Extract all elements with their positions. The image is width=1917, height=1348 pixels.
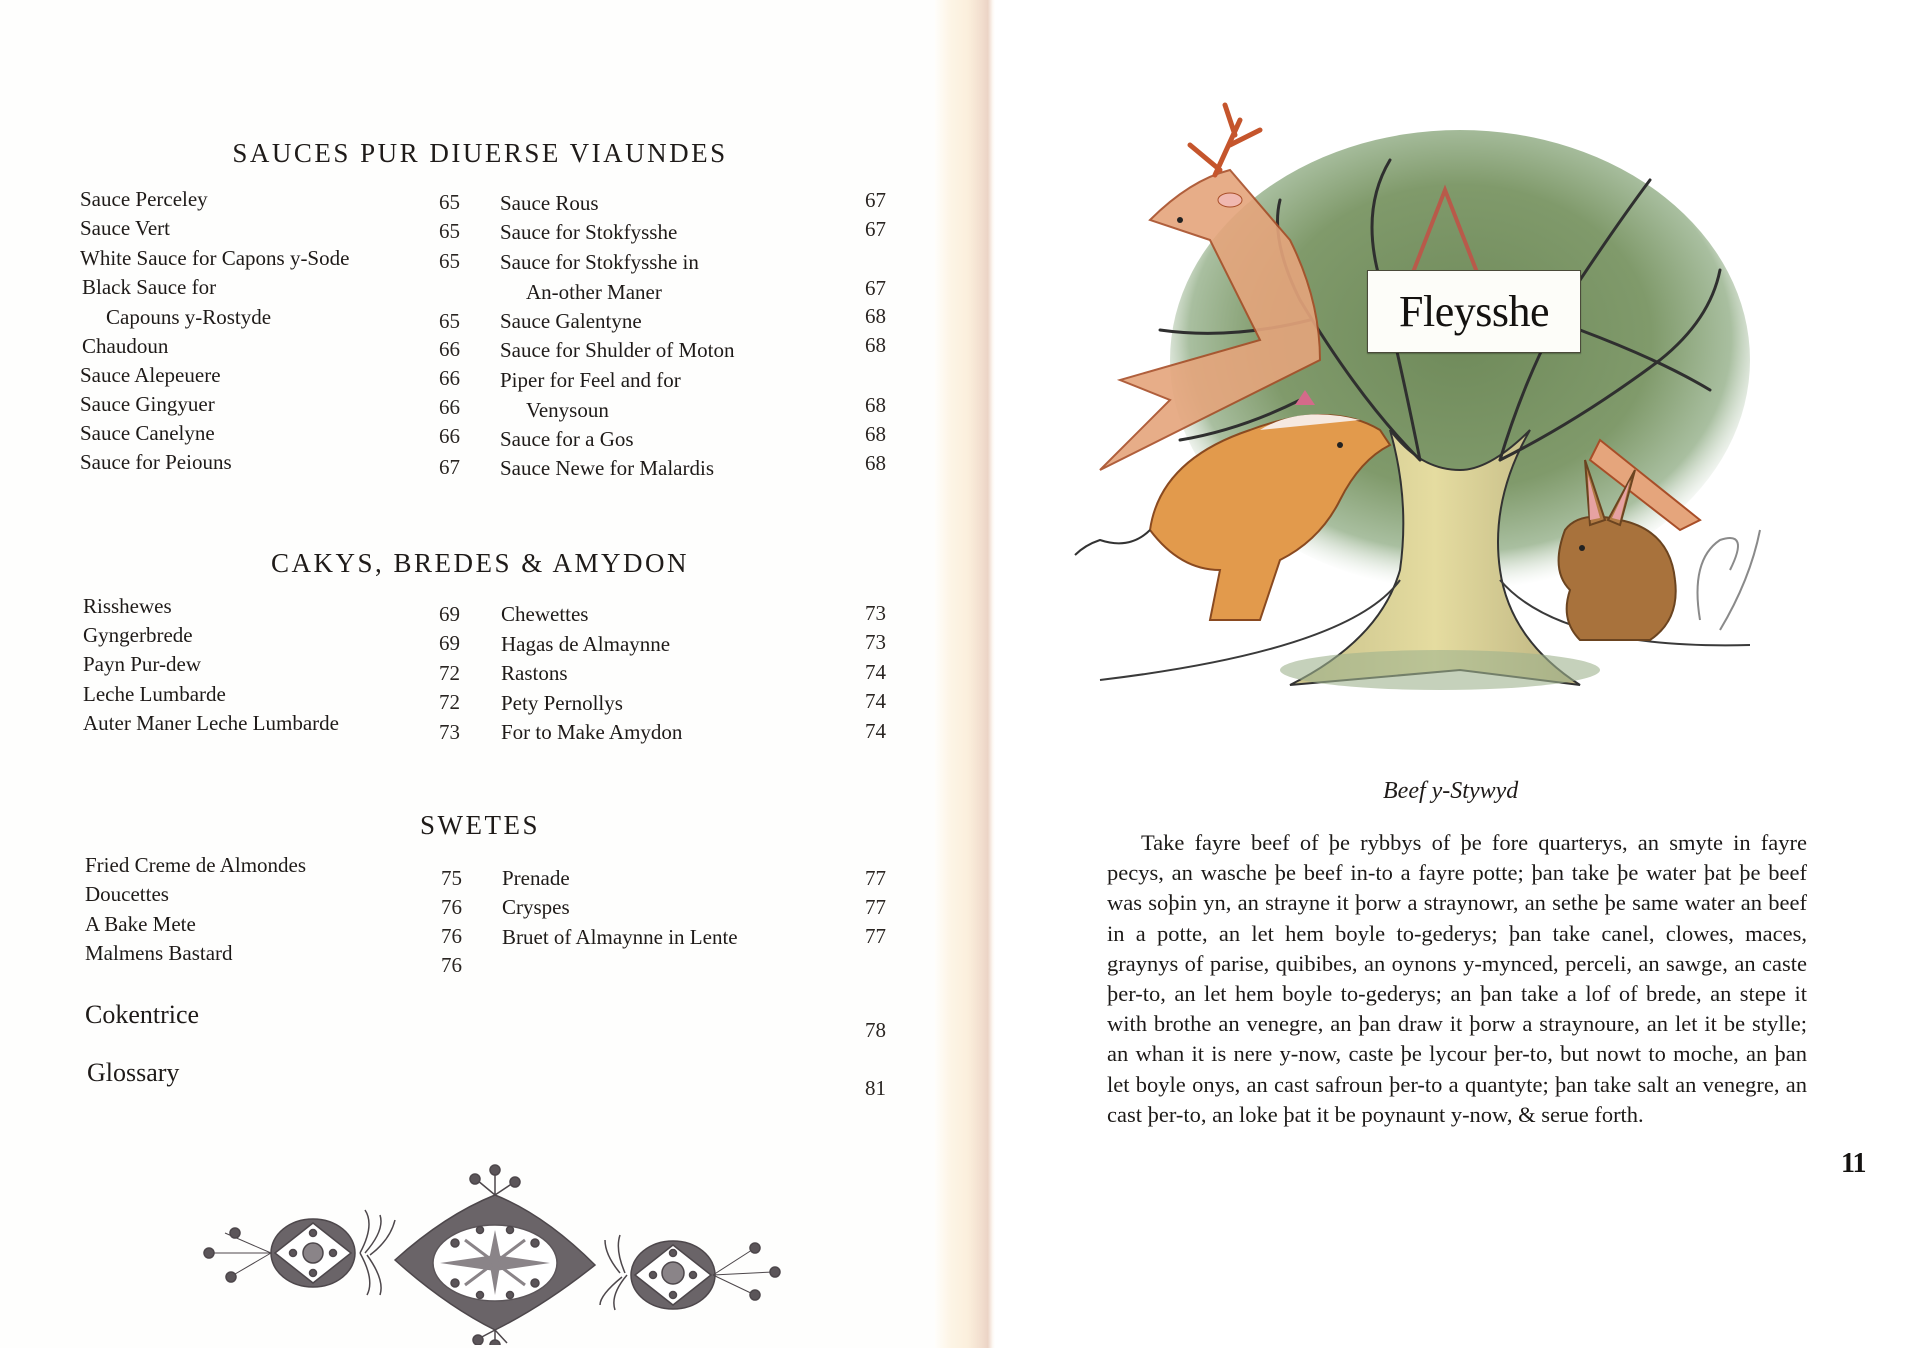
toc-entry: Sauce Galentyne (500, 309, 642, 333)
toc-page-number: 66 (439, 424, 460, 448)
toc-entry: Sauce Gingyuer (80, 392, 215, 416)
toc-page-number: 68 (865, 422, 886, 446)
toc-entry-continuation: Capouns y-Rostyde (106, 305, 272, 329)
toc-page-number: 74 (865, 660, 886, 684)
toc-entry: A Bake Mete (85, 912, 196, 936)
toc-page-number: 65 (439, 249, 460, 273)
toc-entry: Prenade (502, 866, 570, 890)
toc-page-number: 68 (865, 333, 886, 357)
toc-page-number: 66 (439, 337, 460, 361)
toc-page-number: 77 (865, 895, 886, 919)
toc-entry: Sauce Canelyne (80, 421, 215, 445)
section-heading-swetes: SWETES (420, 810, 540, 840)
decorative-ornament-icon (195, 1155, 785, 1345)
toc-page-number: 67 (865, 217, 886, 241)
toc-page-number: 75 (441, 866, 462, 890)
toc-page-number: 72 (439, 690, 460, 714)
toc-entry: Sauce Rous (500, 191, 599, 215)
toc-entry: Chaudoun (82, 334, 169, 358)
page-number: 11 (1841, 1148, 1866, 1179)
toc-page-number: 74 (865, 719, 886, 743)
toc-entry: Sauce for Peiouns (80, 450, 232, 474)
toc-page-number: 68 (865, 451, 886, 475)
toc-entry: Sauce for a Gos (500, 427, 634, 451)
toc-entry: Sauce for Shulder of Moton (500, 338, 735, 362)
toc-entry-continuation: Venysoun (526, 398, 609, 422)
toc-entry: Bruet of Almaynne in Lente (502, 925, 738, 949)
toc-entry: Auter Maner Leche Lumbarde (83, 711, 339, 735)
toc-entry: Risshewes (83, 594, 172, 618)
toc-page-number: 76 (441, 895, 462, 919)
toc-page-number: 66 (439, 366, 460, 390)
toc-entry-cokentrice: Cokentrice (85, 1000, 200, 1029)
toc-page-number: 81 (865, 1076, 886, 1100)
toc-entry: Payn Pur-dew (83, 652, 201, 676)
toc-entry: Doucettes (85, 882, 169, 906)
toc-page-number: 77 (865, 866, 886, 890)
toc-page-number: 65 (439, 309, 460, 333)
toc-page-number: 67 (865, 276, 886, 300)
book-gutter (935, 0, 995, 1348)
recipe-body: Take fayre beef of þe rybbys of þe fore quarterys, an smyte in fayre pecys, an wasche þe beef in-to a fayre potte; þan take þe water þat þe beef was soþin yn, an strayne it þorw a straynowr, an sethe þe same water an beef in a potte, an let hem boyle to-gederys; þan take canel, clowes, maces, graynys of parise, quibibes, an oynons y-mynced, perceli, an sawge, an caste þer-to, an let hem boyle to-gederys; an þan take a lof of brede, an stepe it with brothe an venegre, an þan draw it þorw a straynoure, an let it be stylle; an whan it is nere y-now, caste þe lycour þer-to, but nowt to moche, an þan let boyle onys, an cast safroun þer-to a quantyte; þan take salt an venegre, an cast þer-to, an loke þat it be poynaunt y-now, & serue forth. (1107, 830, 1807, 1127)
toc-page-number: 69 (439, 602, 460, 626)
toc-entry: Gyngerbrede (83, 623, 193, 647)
toc-page-number: 76 (441, 924, 462, 948)
toc-page-number: 73 (439, 720, 460, 744)
toc-page-number: 73 (865, 630, 886, 654)
toc-entry: Black Sauce for (82, 275, 217, 299)
toc-entry: Sauce Vert (80, 216, 170, 240)
toc-entry: Leche Lumbarde (83, 682, 226, 706)
fleysshe-sign (1367, 270, 1581, 353)
toc-page-number: 66 (439, 395, 460, 419)
toc-entry: Piper for Feel and for (500, 368, 681, 392)
toc-page-number: 65 (439, 190, 460, 214)
toc-page-number: 74 (865, 689, 886, 713)
toc-page-number: 68 (865, 304, 886, 328)
section-heading-cakys: CAKYS, BREDES & AMYDON (270, 548, 690, 578)
toc-entry: Sauce Alepeuere (80, 363, 221, 387)
toc-entry: Malmens Bastard (85, 941, 233, 965)
fleysshe-illustration (1060, 100, 1780, 720)
recipe-title: Beef y-Stywyd (1383, 778, 1519, 804)
toc-page-number: 65 (439, 219, 460, 243)
toc-entry: Rastons (501, 661, 568, 685)
toc-entry: Sauce Newe for Malardis (500, 456, 714, 480)
toc-entry: Sauce for Stokfysshe (500, 220, 678, 244)
toc-entry: Chewettes (501, 602, 589, 626)
toc-entry: Sauce Perceley (80, 187, 208, 211)
toc-entry: Cryspes (502, 895, 570, 919)
toc-page-number: 72 (439, 661, 460, 685)
toc-page-number: 67 (439, 455, 460, 479)
toc-entry: Hagas de Almaynne (501, 632, 671, 656)
toc-entry: Sauce for Stokfysshe in (500, 250, 699, 274)
toc-page-number: 68 (865, 393, 886, 417)
toc-entry-continuation: An-other Maner (526, 280, 662, 304)
section-heading-sauces: SAUCES PUR DIUERSE VIAUNDES (232, 138, 728, 168)
toc-page-number: 77 (865, 924, 886, 948)
toc-page-number: 76 (441, 953, 462, 977)
toc-page-number: 69 (439, 631, 460, 655)
toc-entry: Fried Creme de Almondes (85, 853, 307, 877)
toc-entry-glossary: Glossary (87, 1058, 180, 1087)
toc-entry: For to Make Amydon (501, 720, 683, 744)
toc-page-number: 67 (865, 188, 886, 212)
toc-page-number: 78 (865, 1018, 886, 1042)
toc-entry: Pety Pernollys (501, 691, 623, 715)
toc-entry: White Sauce for Capons y-Sode (80, 246, 350, 270)
sign-text: Fleysshe (1399, 287, 1549, 336)
toc-page-number: 73 (865, 601, 886, 625)
